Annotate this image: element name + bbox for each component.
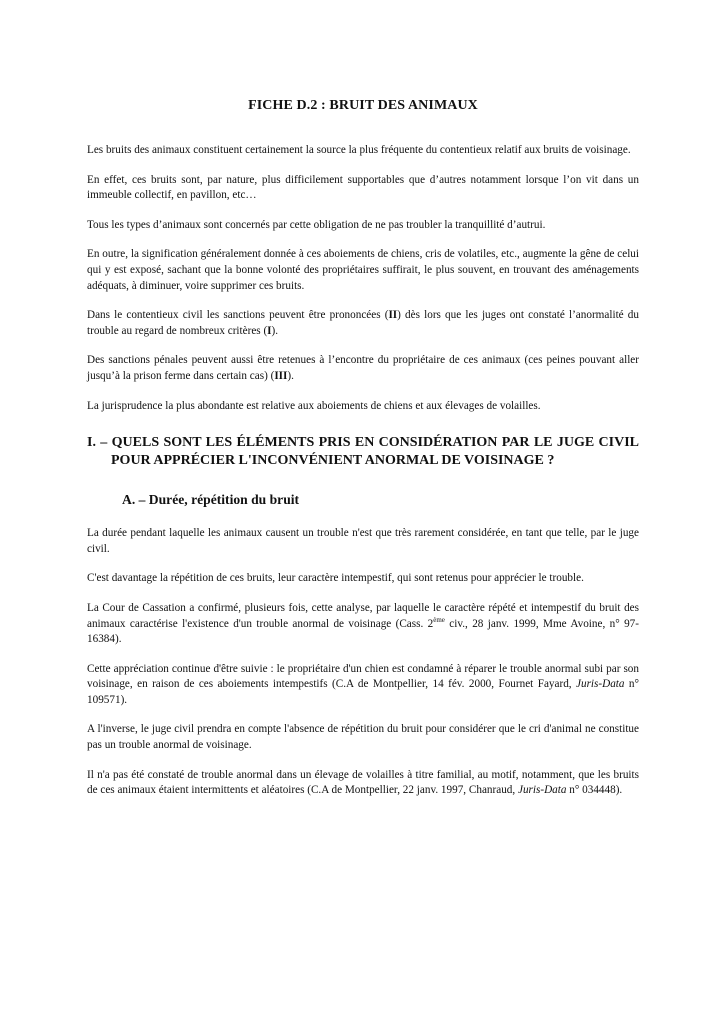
p6-juris-data: Juris-Data	[517, 784, 567, 797]
document-title: FICHE D.2 : BRUIT DES ANIMAUX	[248, 98, 478, 113]
jurisprudence-paragraph: La jurisprudence la plus abondante est relative aux aboiements de chiens et aux élevages de volailles.	[87, 399, 541, 412]
section-heading-i: I. – QUELS SONT LES ÉLÉMENTS PRIS EN CONSIDÉRATION PAR LE JUGE CIVIL POUR APPRÉCIER L'INCONVÉNIENT ANORMAL DE VOISINAGE ?	[87, 435, 639, 469]
body-paragraph-3	[87, 601, 639, 648]
p6-text-b: n° 034448).	[566, 784, 623, 797]
intro-paragraph-1: Les bruits des animaux constituent certainement la source la plus fréquente du contentieux relatif aux bruits de voisinage.	[87, 144, 631, 156]
intro-paragraph-3: Tous les types d’animaux sont concernés par cette obligation de ne pas troubler la tranquillité d’autrui.	[87, 218, 546, 231]
p3-superscript: ème	[433, 615, 445, 624]
p3-text-b: civ., 28 janv. 1999, Mme Avoine, n° 97-16384).	[87, 617, 639, 646]
penal-sanctions-paragraph	[87, 353, 639, 384]
civil-end: ).	[271, 324, 279, 337]
body-paragraph-4	[87, 662, 639, 709]
civil-ref-i: I	[267, 324, 272, 337]
subsection-heading-a: A. – Durée, répétition du bruit	[122, 492, 300, 508]
penal-ref-iii: III	[274, 369, 288, 382]
body-paragraph-6	[87, 768, 639, 799]
penal-end: ).	[287, 369, 294, 382]
intro-paragraph-2: En effet, ces bruits sont, par nature, plus difficilement supportables que d’autres notamment lorsque l’on vit dans un immeuble collectif, en pavillon, etc…	[87, 173, 639, 202]
body-paragraph-2: C'est davantage la répétition de ces bruits, leur caractère intempestif, qui sont retenus pour apprécier le trouble.	[87, 572, 584, 585]
p4-text-b: n° 109571).	[87, 678, 639, 706]
p4-juris-data: Juris-Data	[576, 678, 625, 691]
intro-paragraph-4: En outre, la signification généralement donnée à ces aboiements de chiens, cris de volatiles, etc., augmente la gêne de celui qui y est exposé, sachant que la bonne volonté des propriétaires suffirait, le plus souvent, en trouvant des aménagements adéquats, à diminuer, voire supprimer ces bruits.	[87, 248, 639, 292]
civil-ref-ii: II	[388, 309, 398, 322]
civil-text-2: ) dès lors que les juges ont constaté l’anormalité du trouble au regard de nombreux critères (	[87, 309, 639, 337]
body-paragraph-5: A l'inverse, le juge civil prendra en compte l'absence de répétition du bruit pour considérer que le cri d'animal ne constitue pas un trouble anormal de voisinage.	[87, 723, 639, 752]
p6-text-a: Il n'a pas été constaté de trouble anormal dans un élevage de volailles à titre familial, au motif, notamment, que les bruits de ces animaux étaient intermittents et aléatoires (C.A de Montpellier, 22 janv. 1997, Chanraud,	[87, 768, 639, 797]
penal-text: Des sanctions pénales peuvent aussi être retenues à l’encontre du propriétaire de ces animaux (ces peines pouvant aller jusqu’à la prison ferme dans certain cas) (	[87, 354, 639, 382]
civil-sanctions-paragraph	[87, 308, 639, 339]
p3-text-a: La Cour de Cassation a confirmé, plusieurs fois, cette analyse, par laquelle le caractère répété et intempestif du bruit des animaux caractérise l'existence d'un trouble anormal de voisinage (Cass. 2	[87, 601, 639, 630]
civil-text: Dans le contentieux civil les sanctions peuvent être prononcées (	[87, 309, 389, 322]
body-paragraph-1: La durée pendant laquelle les animaux causent un trouble n'est que très rarement considérée, en tant que telle, par le juge civil.	[87, 527, 639, 555]
p4-text-a: Cette appréciation continue d'être suivie : le propriétaire d'un chien est condamné à réparer le trouble anormal subi par son voisinage, en raison de ces aboiements intempestifs (C.A de Montpellier, 14 fév. 2000, Fournet Fayard,	[87, 662, 639, 691]
